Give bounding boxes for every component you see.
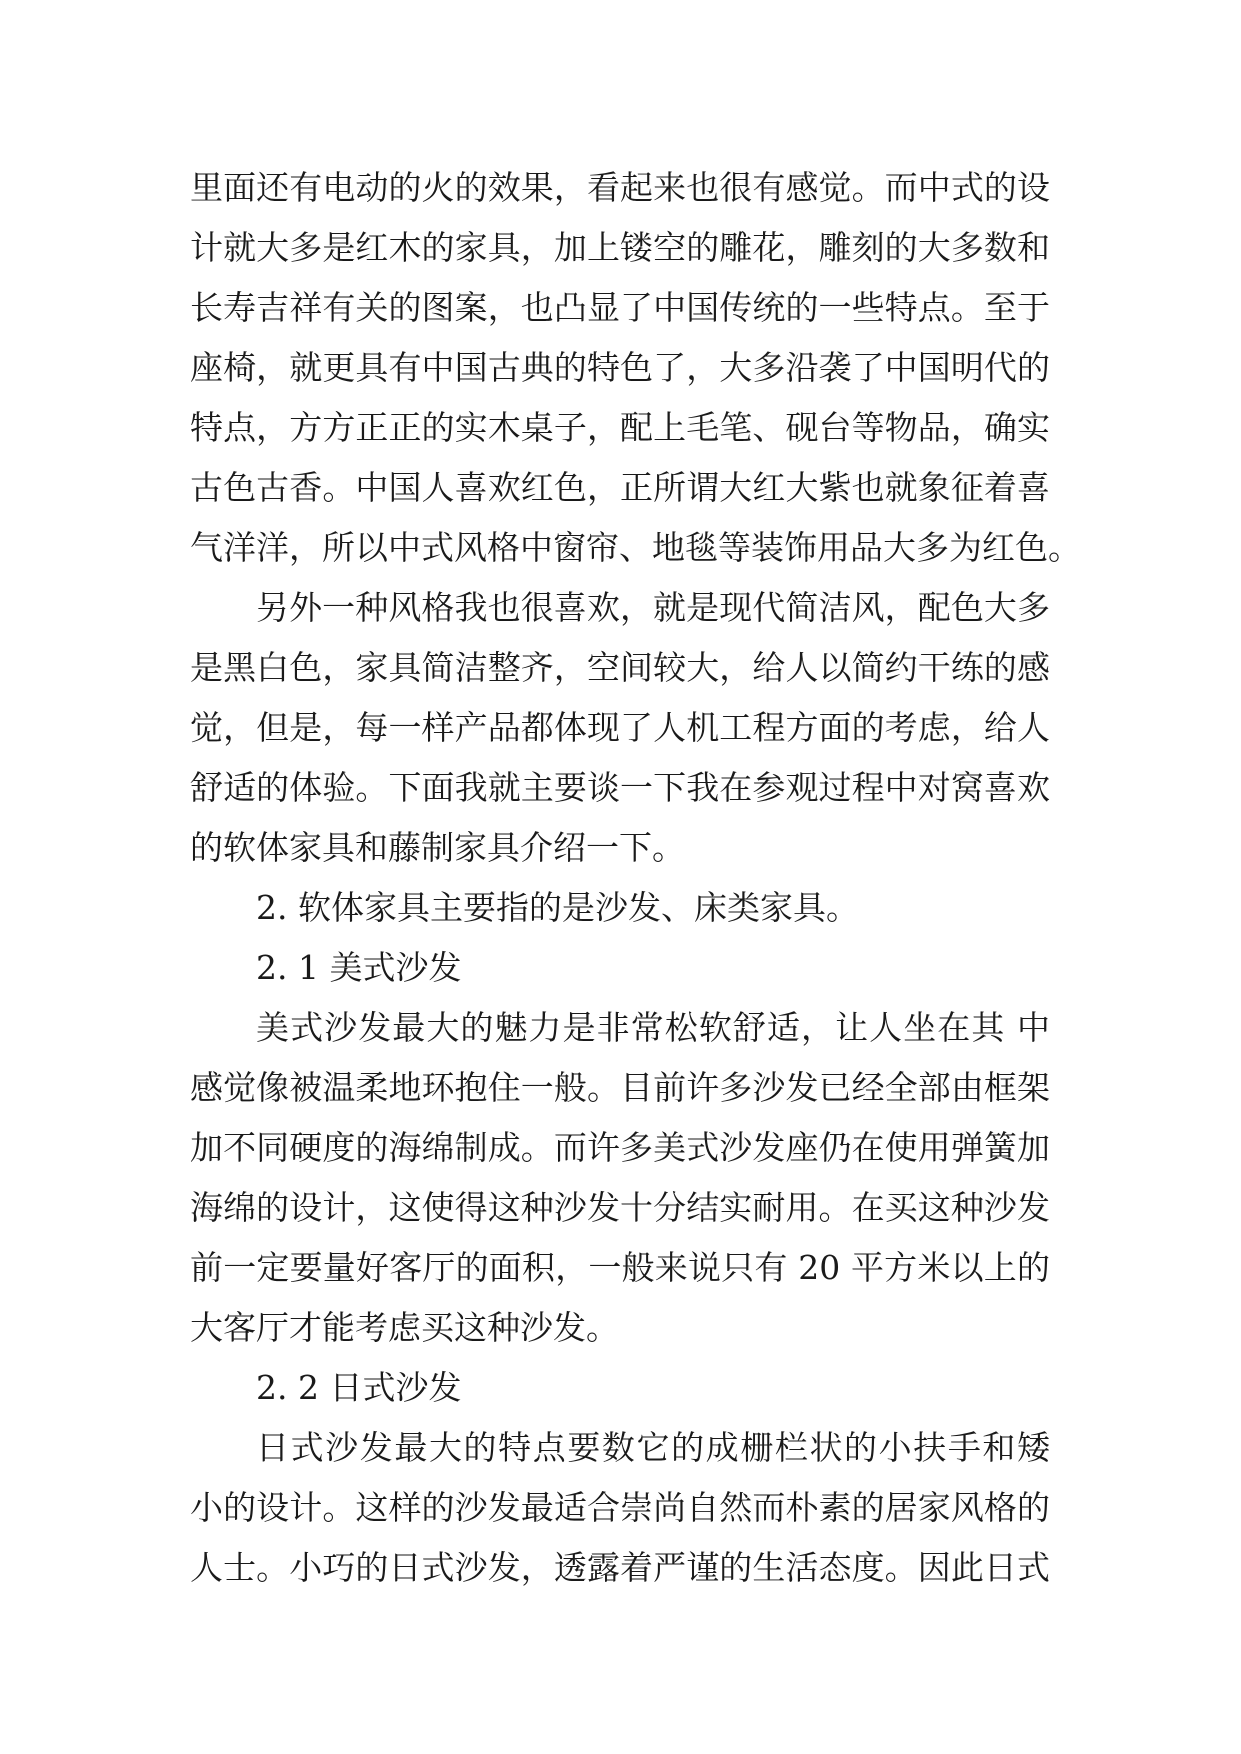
subsection-heading-american-sofa — [190, 938, 1050, 998]
text-line: 计就大多是红木的家具，加上镂空的雕花，雕刻的大多数和 — [190, 228, 1050, 267]
text-line: 座椅，就更具有中国古典的特色了，大多沿袭了中国明代的 — [190, 348, 1050, 387]
text-line: 人士。小巧的日式沙发，透露着严谨的生活态度。因此日式 — [190, 1548, 1050, 1587]
subsection-heading-japanese-sofa — [190, 1358, 1050, 1418]
text-line: 海绵的设计，这使得这种沙发十分结实耐用。在买这种沙发 — [190, 1188, 1050, 1227]
heading-text: 2. 2 日式沙发 — [256, 1368, 462, 1407]
text-line: 前一定要量好客厅的面积，一般来说只有 20 平方米以上的 — [190, 1248, 1050, 1287]
paragraph-american-sofa — [190, 998, 1050, 1358]
paragraph-chinese-style — [190, 158, 1081, 578]
text-line: 是黑白色，家具简洁整齐，空间较大，给人以简约干练的感 — [190, 648, 1050, 687]
text-line: 另外一种风格我也很喜欢，就是现代简洁风，配色大多 — [256, 588, 1050, 627]
text-line: 日式沙发最大的特点要数它的成栅栏状的小扶手和矮 — [256, 1428, 1050, 1467]
text-line: 加不同硬度的海绵制成。而许多美式沙发座仍在使用弹簧加 — [190, 1128, 1050, 1167]
heading-text: 2. 软体家具主要指的是沙发、床类家具。 — [256, 888, 859, 927]
text-line: 气洋洋，所以中式风格中窗帘、地毯等装饰用品大多为红色。 — [190, 528, 1081, 567]
heading-text: 2. 1 美式沙发 — [256, 948, 462, 987]
text-line: 觉，但是，每一样产品都体现了人机工程方面的考虑，给人 — [190, 708, 1050, 747]
paragraph-modern-style — [190, 578, 1050, 878]
text-line: 的软体家具和藤制家具介绍一下。 — [190, 828, 685, 867]
document-body — [190, 158, 1081, 1598]
text-line: 古色古香。中国人喜欢红色，正所谓大红大紫也就象征着喜 — [190, 468, 1050, 507]
text-line: 美式沙发最大的魅力是非常松软舒适，让人坐在其 中 — [256, 1008, 1050, 1047]
paragraph-japanese-sofa — [190, 1418, 1050, 1598]
text-line: 里面还有电动的火的效果，看起来也很有感觉。而中式的设 — [190, 168, 1050, 207]
text-line: 长寿吉祥有关的图案，也凸显了中国传统的一些特点。至于 — [190, 288, 1050, 327]
text-line: 特点，方方正正的实木桌子，配上毛笔、砚台等物品，确实 — [190, 408, 1050, 447]
text-line: 舒适的体验。下面我就主要谈一下我在参观过程中对窝喜欢 — [190, 768, 1050, 807]
text-line: 大客厅才能考虑买这种沙发。 — [190, 1308, 619, 1347]
text-line: 小的设计。这样的沙发最适合崇尚自然而朴素的居家风格的 — [190, 1488, 1050, 1527]
section-heading-soft-furniture — [190, 878, 1050, 938]
text-line: 感觉像被温柔地环抱住一般。目前许多沙发已经全部由框架 — [190, 1068, 1050, 1107]
